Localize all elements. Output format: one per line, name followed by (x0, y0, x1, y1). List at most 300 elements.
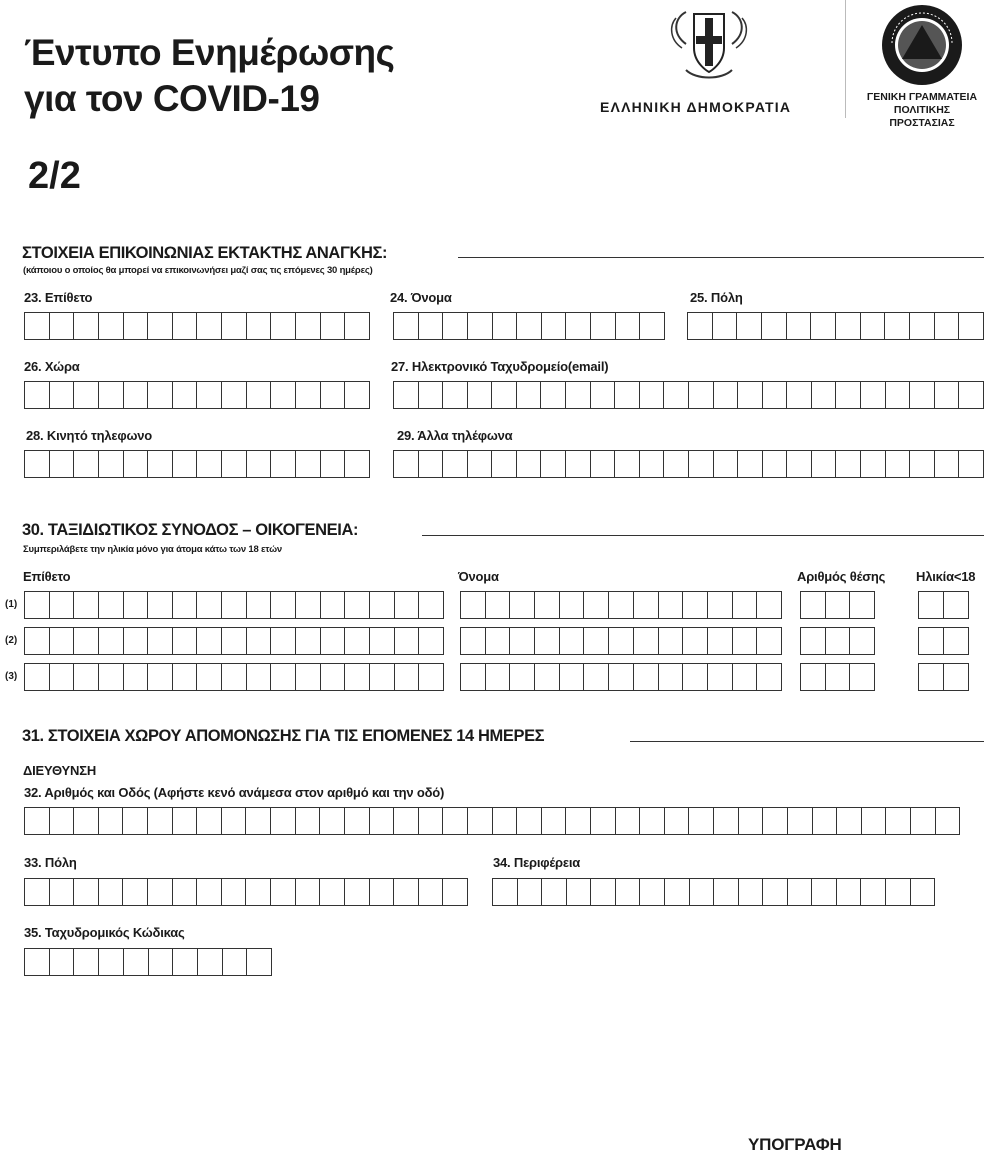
character-box[interactable] (345, 664, 370, 690)
character-box[interactable] (566, 451, 591, 477)
character-box[interactable] (247, 949, 271, 975)
character-box[interactable] (222, 313, 247, 339)
character-box[interactable] (99, 382, 124, 408)
city-input[interactable] (687, 312, 984, 340)
character-box[interactable] (148, 382, 173, 408)
character-box[interactable] (419, 313, 444, 339)
character-box[interactable] (566, 808, 591, 834)
character-box[interactable] (714, 808, 739, 834)
character-box[interactable] (222, 879, 247, 905)
character-box[interactable] (25, 808, 50, 834)
character-box[interactable] (836, 313, 861, 339)
companion-3-seat-input[interactable] (800, 663, 875, 691)
companion-1-surname-input[interactable] (24, 591, 444, 619)
character-box[interactable] (99, 628, 124, 654)
character-box[interactable] (541, 451, 566, 477)
character-box[interactable] (173, 949, 198, 975)
character-box[interactable] (566, 313, 591, 339)
character-box[interactable] (124, 313, 149, 339)
character-box[interactable] (50, 451, 75, 477)
character-box[interactable] (296, 382, 321, 408)
character-box[interactable] (124, 592, 149, 618)
character-box[interactable] (492, 382, 517, 408)
character-box[interactable] (591, 451, 616, 477)
character-box[interactable] (443, 879, 467, 905)
character-box[interactable] (861, 382, 886, 408)
character-box[interactable] (148, 808, 173, 834)
character-box[interactable] (919, 592, 944, 618)
character-box[interactable] (99, 879, 124, 905)
character-box[interactable] (739, 808, 764, 834)
character-box[interactable] (714, 382, 739, 408)
first-name-input[interactable] (393, 312, 665, 340)
character-box[interactable] (640, 808, 665, 834)
character-box[interactable] (123, 879, 148, 905)
character-box[interactable] (345, 382, 369, 408)
character-box[interactable] (517, 382, 542, 408)
character-box[interactable] (659, 592, 684, 618)
character-box[interactable] (25, 382, 50, 408)
character-box[interactable] (714, 879, 739, 905)
character-box[interactable] (246, 879, 271, 905)
character-box[interactable] (616, 313, 641, 339)
character-box[interactable] (708, 628, 733, 654)
country-input[interactable] (24, 381, 370, 409)
character-box[interactable] (222, 592, 247, 618)
character-box[interactable] (517, 808, 542, 834)
character-box[interactable] (99, 592, 124, 618)
character-box[interactable] (197, 879, 222, 905)
character-box[interactable] (560, 628, 585, 654)
character-box[interactable] (197, 808, 222, 834)
character-box[interactable] (733, 592, 758, 618)
character-box[interactable] (811, 313, 836, 339)
character-box[interactable] (25, 313, 50, 339)
character-box[interactable] (74, 628, 99, 654)
character-box[interactable] (271, 664, 296, 690)
character-box[interactable] (296, 808, 321, 834)
companion-2-surname-input[interactable] (24, 627, 444, 655)
character-box[interactable] (197, 313, 222, 339)
character-box[interactable] (222, 628, 247, 654)
character-box[interactable] (542, 879, 567, 905)
companion-3-name-input[interactable] (460, 663, 782, 691)
character-box[interactable] (689, 808, 714, 834)
character-box[interactable] (850, 628, 874, 654)
character-box[interactable] (271, 382, 296, 408)
character-box[interactable] (461, 592, 486, 618)
character-box[interactable] (394, 382, 419, 408)
character-box[interactable] (345, 592, 370, 618)
character-box[interactable] (148, 628, 173, 654)
character-box[interactable] (296, 879, 321, 905)
character-box[interactable] (394, 451, 419, 477)
character-box[interactable] (197, 592, 222, 618)
character-box[interactable] (246, 808, 271, 834)
companion-3-age-input[interactable] (918, 663, 969, 691)
character-box[interactable] (419, 664, 443, 690)
character-box[interactable] (659, 628, 684, 654)
character-box[interactable] (738, 451, 763, 477)
character-box[interactable] (345, 879, 370, 905)
character-box[interactable] (419, 382, 444, 408)
character-box[interactable] (944, 628, 968, 654)
character-box[interactable] (959, 451, 983, 477)
character-box[interactable] (757, 628, 781, 654)
character-box[interactable] (584, 628, 609, 654)
character-box[interactable] (247, 628, 272, 654)
character-box[interactable] (50, 879, 75, 905)
character-box[interactable] (486, 664, 511, 690)
character-box[interactable] (74, 451, 99, 477)
character-box[interactable] (222, 451, 247, 477)
character-box[interactable] (787, 382, 812, 408)
character-box[interactable] (271, 592, 296, 618)
character-box[interactable] (321, 592, 346, 618)
character-box[interactable] (148, 664, 173, 690)
character-box[interactable] (443, 382, 468, 408)
character-box[interactable] (886, 382, 911, 408)
character-box[interactable] (510, 592, 535, 618)
character-box[interactable] (850, 664, 874, 690)
character-box[interactable] (99, 664, 124, 690)
character-box[interactable] (584, 664, 609, 690)
character-box[interactable] (757, 592, 781, 618)
companion-1-seat-input[interactable] (800, 591, 875, 619)
character-box[interactable] (591, 879, 616, 905)
region-input[interactable] (492, 878, 935, 906)
character-box[interactable] (443, 451, 468, 477)
character-box[interactable] (541, 382, 566, 408)
character-box[interactable] (486, 592, 511, 618)
character-box[interactable] (919, 664, 944, 690)
character-box[interactable] (640, 879, 665, 905)
character-box[interactable] (919, 628, 944, 654)
character-box[interactable] (688, 313, 713, 339)
character-box[interactable] (345, 313, 369, 339)
character-box[interactable] (837, 808, 862, 834)
character-box[interactable] (560, 592, 585, 618)
character-box[interactable] (517, 313, 542, 339)
character-box[interactable] (911, 879, 935, 905)
character-box[interactable] (345, 628, 370, 654)
character-box[interactable] (634, 628, 659, 654)
character-box[interactable] (615, 451, 640, 477)
character-box[interactable] (271, 628, 296, 654)
character-box[interactable] (763, 808, 788, 834)
character-box[interactable] (733, 664, 758, 690)
surname-input[interactable] (24, 312, 370, 340)
character-box[interactable] (247, 451, 272, 477)
character-box[interactable] (944, 664, 968, 690)
character-box[interactable] (149, 949, 174, 975)
character-box[interactable] (321, 313, 346, 339)
character-box[interactable] (173, 382, 198, 408)
character-box[interactable] (443, 313, 468, 339)
character-box[interactable] (640, 313, 664, 339)
character-box[interactable] (320, 808, 345, 834)
character-box[interactable] (296, 451, 321, 477)
character-box[interactable] (198, 949, 223, 975)
character-box[interactable] (148, 313, 173, 339)
character-box[interactable] (74, 664, 99, 690)
character-box[interactable] (173, 451, 198, 477)
character-box[interactable] (370, 628, 395, 654)
character-box[interactable] (320, 879, 345, 905)
character-box[interactable] (634, 664, 659, 690)
character-box[interactable] (757, 664, 781, 690)
character-box[interactable] (634, 592, 659, 618)
character-box[interactable] (518, 879, 543, 905)
character-box[interactable] (850, 592, 874, 618)
character-box[interactable] (493, 808, 518, 834)
character-box[interactable] (395, 664, 420, 690)
character-box[interactable] (886, 879, 911, 905)
companion-3-surname-input[interactable] (24, 663, 444, 691)
character-box[interactable] (25, 628, 50, 654)
character-box[interactable] (271, 313, 296, 339)
character-box[interactable] (370, 664, 395, 690)
character-box[interactable] (25, 949, 50, 975)
character-box[interactable] (944, 592, 968, 618)
character-box[interactable] (148, 592, 173, 618)
character-box[interactable] (535, 628, 560, 654)
postal-code-input[interactable] (24, 948, 272, 976)
character-box[interactable] (959, 313, 983, 339)
character-box[interactable] (50, 313, 75, 339)
character-box[interactable] (763, 879, 788, 905)
character-box[interactable] (664, 451, 689, 477)
email-input[interactable] (393, 381, 984, 409)
character-box[interactable] (959, 382, 983, 408)
character-box[interactable] (935, 313, 960, 339)
character-box[interactable] (99, 808, 124, 834)
character-box[interactable] (609, 664, 634, 690)
character-box[interactable] (50, 382, 75, 408)
character-box[interactable] (222, 664, 247, 690)
character-box[interactable] (468, 451, 493, 477)
character-box[interactable] (74, 382, 99, 408)
character-box[interactable] (689, 451, 714, 477)
character-box[interactable] (74, 879, 99, 905)
character-box[interactable] (247, 382, 272, 408)
character-box[interactable] (74, 313, 99, 339)
character-box[interactable] (683, 628, 708, 654)
character-box[interactable] (708, 592, 733, 618)
character-box[interactable] (762, 313, 787, 339)
character-box[interactable] (886, 451, 911, 477)
character-box[interactable] (321, 382, 346, 408)
character-box[interactable] (321, 451, 346, 477)
character-box[interactable] (826, 628, 851, 654)
character-box[interactable] (787, 313, 812, 339)
character-box[interactable] (197, 382, 222, 408)
character-box[interactable] (50, 949, 75, 975)
character-box[interactable] (124, 451, 149, 477)
character-box[interactable] (296, 313, 321, 339)
character-box[interactable] (124, 382, 149, 408)
character-box[interactable] (836, 451, 861, 477)
character-box[interactable] (861, 451, 886, 477)
character-box[interactable] (885, 313, 910, 339)
companion-1-name-input[interactable] (460, 591, 782, 619)
character-box[interactable] (99, 313, 124, 339)
character-box[interactable] (739, 879, 764, 905)
character-box[interactable] (542, 313, 567, 339)
character-box[interactable] (99, 949, 124, 975)
character-box[interactable] (419, 628, 443, 654)
character-box[interactable] (296, 628, 321, 654)
character-box[interactable] (910, 451, 935, 477)
character-box[interactable] (50, 664, 75, 690)
character-box[interactable] (370, 879, 395, 905)
character-box[interactable] (74, 808, 99, 834)
character-box[interactable] (247, 313, 272, 339)
character-box[interactable] (222, 382, 247, 408)
character-box[interactable] (787, 451, 812, 477)
character-box[interactable] (910, 313, 935, 339)
character-box[interactable] (486, 628, 511, 654)
character-box[interactable] (173, 879, 198, 905)
character-box[interactable] (566, 382, 591, 408)
character-box[interactable] (665, 879, 690, 905)
character-box[interactable] (616, 808, 641, 834)
mobile-phone-input[interactable] (24, 450, 370, 478)
character-box[interactable] (173, 628, 198, 654)
character-box[interactable] (493, 313, 518, 339)
character-box[interactable] (737, 313, 762, 339)
character-box[interactable] (609, 592, 634, 618)
character-box[interactable] (321, 664, 346, 690)
character-box[interactable] (394, 879, 419, 905)
character-box[interactable] (468, 382, 493, 408)
character-box[interactable] (837, 879, 862, 905)
character-box[interactable] (197, 664, 222, 690)
character-box[interactable] (591, 808, 616, 834)
character-box[interactable] (370, 808, 395, 834)
character-box[interactable] (616, 879, 641, 905)
character-box[interactable] (247, 664, 272, 690)
character-box[interactable] (886, 808, 911, 834)
character-box[interactable] (173, 808, 198, 834)
character-box[interactable] (689, 382, 714, 408)
character-box[interactable] (640, 451, 665, 477)
character-box[interactable] (911, 808, 936, 834)
character-box[interactable] (683, 592, 708, 618)
character-box[interactable] (443, 808, 468, 834)
character-box[interactable] (345, 808, 370, 834)
character-box[interactable] (584, 592, 609, 618)
character-box[interactable] (419, 879, 444, 905)
character-box[interactable] (296, 592, 321, 618)
character-box[interactable] (910, 382, 935, 408)
character-box[interactable] (461, 628, 486, 654)
character-box[interactable] (801, 664, 826, 690)
character-box[interactable] (935, 382, 960, 408)
character-box[interactable] (74, 592, 99, 618)
character-box[interactable] (826, 592, 851, 618)
character-box[interactable] (419, 451, 444, 477)
character-box[interactable] (25, 879, 50, 905)
character-box[interactable] (25, 664, 50, 690)
character-box[interactable] (222, 808, 247, 834)
character-box[interactable] (936, 808, 960, 834)
character-box[interactable] (148, 451, 173, 477)
character-box[interactable] (50, 808, 75, 834)
character-box[interactable] (788, 879, 813, 905)
character-box[interactable] (492, 451, 517, 477)
character-box[interactable] (493, 879, 518, 905)
character-box[interactable] (567, 879, 592, 905)
character-box[interactable] (615, 382, 640, 408)
character-box[interactable] (935, 451, 960, 477)
character-box[interactable] (665, 808, 690, 834)
character-box[interactable] (173, 664, 198, 690)
character-box[interactable] (664, 382, 689, 408)
character-box[interactable] (836, 382, 861, 408)
character-box[interactable] (223, 949, 248, 975)
character-box[interactable] (812, 451, 837, 477)
character-box[interactable] (419, 592, 443, 618)
character-box[interactable] (461, 664, 486, 690)
character-box[interactable] (394, 808, 419, 834)
character-box[interactable] (659, 664, 684, 690)
character-box[interactable] (683, 664, 708, 690)
character-box[interactable] (25, 451, 50, 477)
character-box[interactable] (862, 808, 887, 834)
character-box[interactable] (148, 879, 173, 905)
companion-2-name-input[interactable] (460, 627, 782, 655)
character-box[interactable] (395, 592, 420, 618)
character-box[interactable] (124, 664, 149, 690)
companion-2-age-input[interactable] (918, 627, 969, 655)
character-box[interactable] (370, 592, 395, 618)
character-box[interactable] (510, 664, 535, 690)
character-box[interactable] (197, 628, 222, 654)
character-box[interactable] (813, 808, 838, 834)
character-box[interactable] (542, 808, 567, 834)
character-box[interactable] (271, 879, 296, 905)
character-box[interactable] (733, 628, 758, 654)
character-box[interactable] (591, 313, 616, 339)
character-box[interactable] (826, 664, 851, 690)
character-box[interactable] (609, 628, 634, 654)
character-box[interactable] (535, 664, 560, 690)
character-box[interactable] (321, 628, 346, 654)
character-box[interactable] (124, 949, 149, 975)
character-box[interactable] (123, 808, 148, 834)
character-box[interactable] (468, 808, 493, 834)
character-box[interactable] (788, 808, 813, 834)
character-box[interactable] (271, 808, 296, 834)
character-box[interactable] (738, 382, 763, 408)
character-box[interactable] (640, 382, 665, 408)
character-box[interactable] (197, 451, 222, 477)
character-box[interactable] (345, 451, 369, 477)
character-box[interactable] (861, 879, 886, 905)
character-box[interactable] (763, 382, 788, 408)
character-box[interactable] (713, 313, 738, 339)
character-box[interactable] (763, 451, 788, 477)
other-phones-input[interactable] (393, 450, 984, 478)
character-box[interactable] (394, 313, 419, 339)
character-box[interactable] (591, 382, 616, 408)
character-box[interactable] (74, 949, 99, 975)
character-box[interactable] (25, 592, 50, 618)
character-box[interactable] (510, 628, 535, 654)
companion-1-age-input[interactable] (918, 591, 969, 619)
character-box[interactable] (419, 808, 444, 834)
